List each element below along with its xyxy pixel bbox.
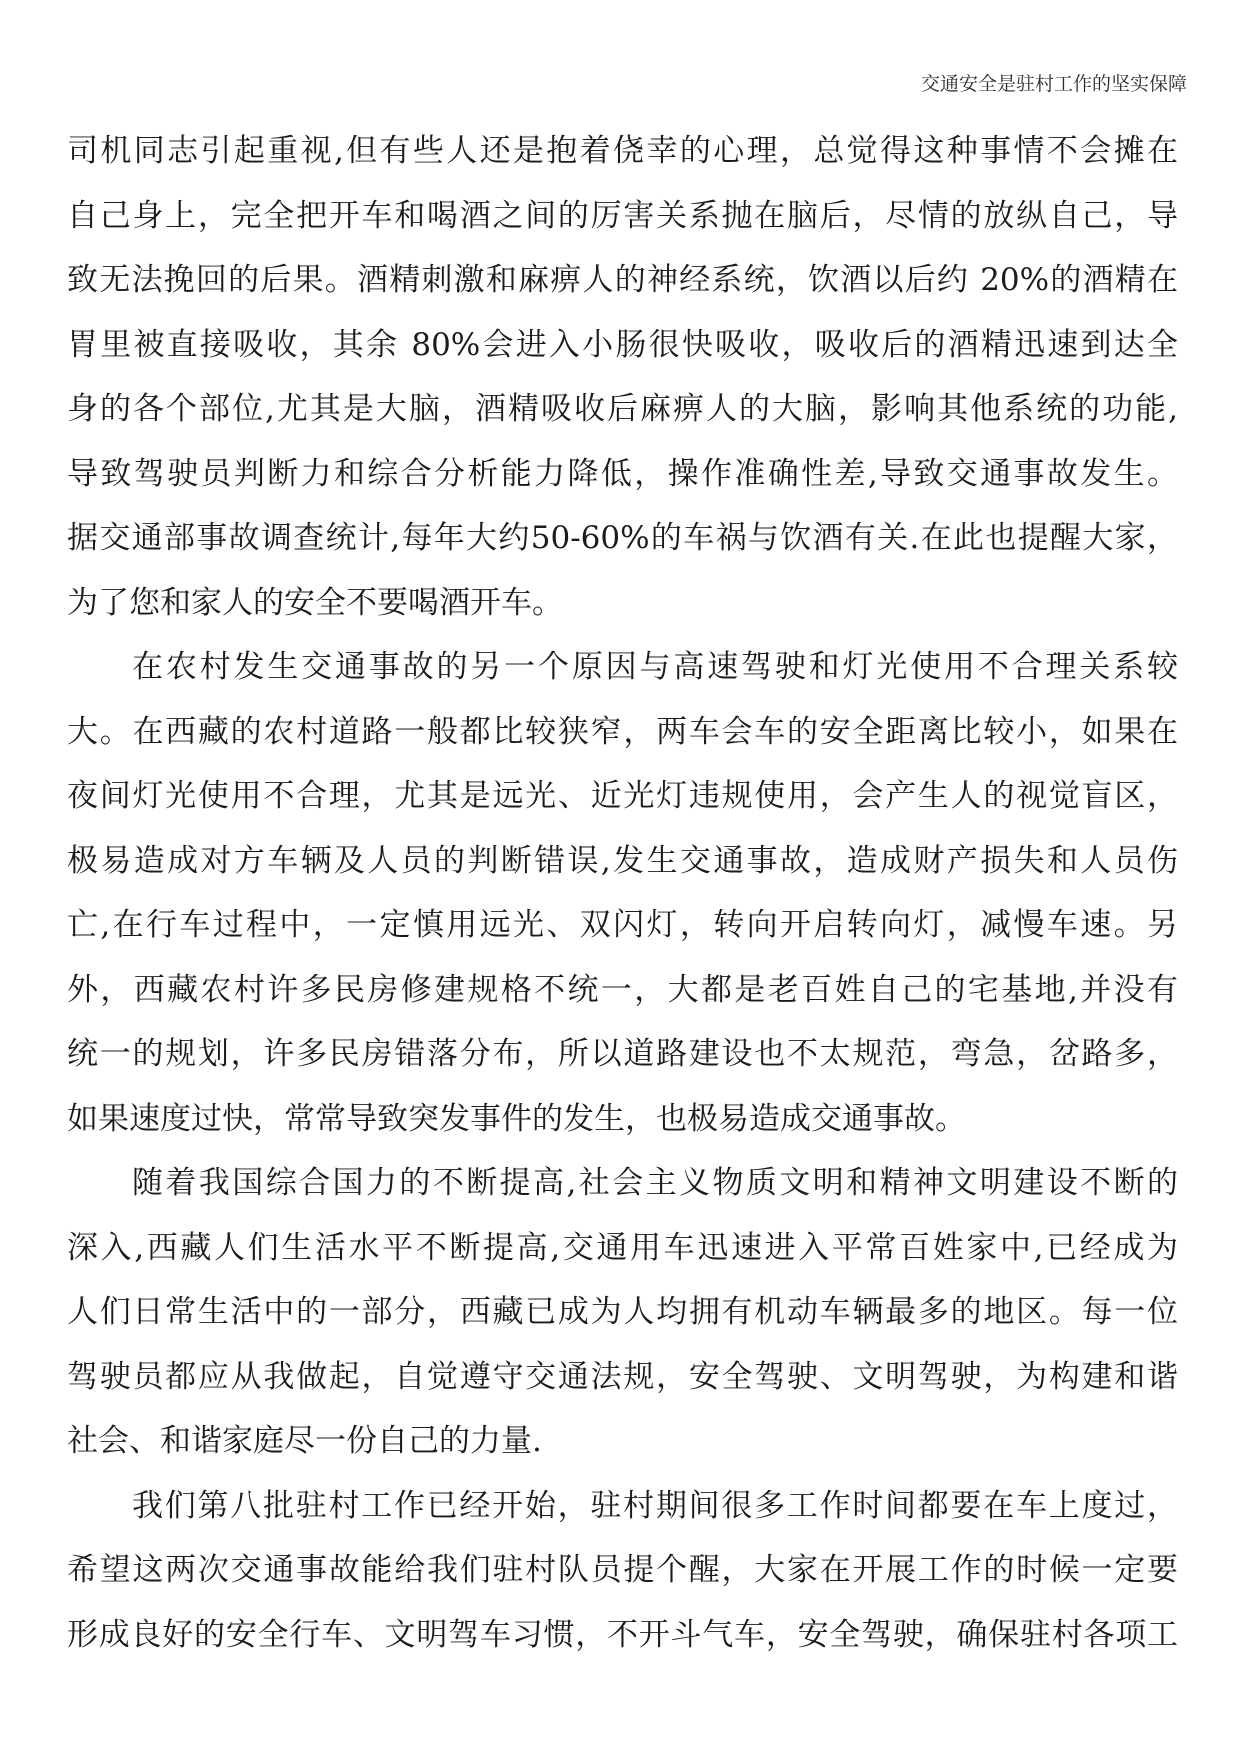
text-line: 大。在西藏的农村道路一般都比较狭窄，两车会车的安全距离比较小，如果在 [67,713,1178,750]
body-text [67,119,1178,1667]
text-line: 身的各个部位,尤其是大脑，酒精吸收后麻痹人的大脑，影响其他系统的功能, [67,391,1178,427]
text-line: 夜间灯光使用不合理，尤其是远光、近光灯违规使用，会产生人的视觉盲区， [67,778,1178,814]
text-line: 导致驾驶员判断力和综合分析能力降低，操作准确性差,导致交通事故发生。 [67,455,1178,492]
paragraph [67,1474,1178,1668]
text-line: 我们第八批驻村工作已经开始，驻村期间很多工作时间都要在车上度过， [132,1487,1178,1524]
text-line: 为了您和家人的安全不要喝酒开车。 [67,584,563,621]
text-line: 致无法挽回的后果。酒精刺激和麻痹人的神经系统，饮酒以后约 20%的酒精在 [67,262,1178,298]
running-header: 交通安全是驻村工作的坚实保障 [920,73,1187,95]
text-line: 据交通部事故调查统计,每年大约50-60%的车祸与饮酒有关.在此也提醒大家， [67,520,1178,556]
text-line: 人们日常生活中的一部分，西藏已成为人均拥有机动车辆最多的地区。每一位 [67,1294,1178,1330]
text-line: 极易造成对方车辆及人员的判断错误,发生交通事故，造成财产损失和人员伤 [67,842,1178,879]
paragraph [67,1151,1178,1474]
text-line: 亡,在行车过程中，一定慎用远光、双闪灯，转向开启转向灯，减慢车速。另 [67,907,1178,943]
text-line: 自己身上，完全把开车和喝酒之间的厉害关系抛在脑后，尽情的放纵自己，导 [67,197,1178,234]
text-line: 形成良好的安全行车、文明驾车习惯，不开斗气车，安全驾驶，确保驻村各项工 [67,1616,1178,1653]
text-line: 社会、和谐家庭尽一份自己的力量. [67,1423,542,1459]
text-line: 在农村发生交通事故的另一个原因与高速驾驶和灯光使用不合理关系较 [132,649,1178,685]
text-line: 希望这两次交通事故能给我们驻村队员提个醒，大家在开展工作的时候一定要 [67,1552,1178,1588]
text-line: 如果速度过快，常常导致突发事件的发生，也极易造成交通事故。 [67,1100,966,1137]
text-line: 深入,西藏人们生活水平不断提高,交通用车迅速进入平常百姓家中,已经成为 [67,1229,1178,1266]
text-line: 外，西藏农村许多民房修建规格不统一，大都是老百姓自己的宅基地,并没有 [67,971,1178,1008]
text-line: 胃里被直接吸收，其余 80%会进入小肠很快吸收，吸收后的酒精迅速到达全 [67,326,1178,363]
text-line: 司机同志引起重视,但有些人还是抱着侥幸的心理，总觉得这种事情不会摊在 [67,133,1178,169]
text-line: 统一的规划，许多民房错落分布，所以道路建设也不太规范，弯急，岔路多， [67,1036,1178,1072]
paragraph [67,635,1178,1151]
paragraph [67,119,1178,635]
text-line: 驾驶员都应从我做起，自觉遵守交通法规，安全驾驶、文明驾驶，为构建和谐 [67,1358,1178,1395]
text-line: 随着我国综合国力的不断提高,社会主义物质文明和精神文明建设不断的 [132,1165,1178,1201]
